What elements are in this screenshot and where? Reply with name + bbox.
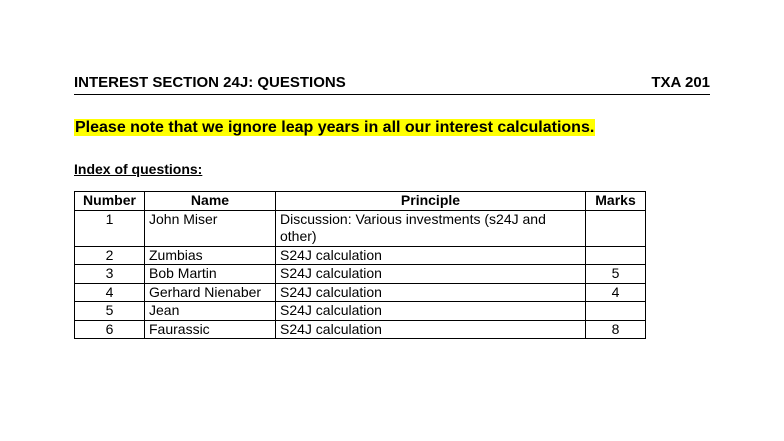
question-marks bbox=[586, 210, 646, 246]
question-principle: Discussion: Various investments (s24J and other) bbox=[276, 210, 586, 246]
table-row bbox=[75, 283, 646, 302]
table-row bbox=[75, 210, 646, 246]
table-row bbox=[75, 246, 646, 265]
question-name: Bob Martin bbox=[145, 265, 276, 284]
question-marks bbox=[586, 246, 646, 265]
question-principle: S24J calculation bbox=[276, 283, 586, 302]
table-row bbox=[75, 302, 646, 321]
column-header-principle: Principle bbox=[276, 192, 586, 211]
question-number: 1 bbox=[75, 210, 145, 246]
question-name: Gerhard Nienaber bbox=[145, 283, 276, 302]
question-name: Zumbias bbox=[145, 246, 276, 265]
column-header-name: Name bbox=[145, 192, 276, 211]
table-row bbox=[75, 320, 646, 339]
question-marks: 8 bbox=[586, 320, 646, 339]
column-header-number: Number bbox=[75, 192, 145, 211]
leap-year-notice bbox=[74, 117, 595, 139]
question-principle: S24J calculation bbox=[276, 320, 586, 339]
table-header-row bbox=[75, 192, 646, 211]
column-header-marks: Marks bbox=[586, 192, 646, 211]
index-heading: Index of questions: bbox=[74, 161, 203, 177]
highlighted-notice-text: Please note that we ignore leap years in all our interest calculations. bbox=[75, 119, 595, 136]
question-marks: 5 bbox=[586, 265, 646, 284]
question-principle: S24J calculation bbox=[276, 265, 586, 284]
question-number: 2 bbox=[75, 246, 145, 265]
document-header bbox=[74, 74, 710, 95]
question-marks: 4 bbox=[586, 283, 646, 302]
question-name: John Miser bbox=[145, 210, 276, 246]
question-number: 4 bbox=[75, 283, 145, 302]
questions-index-table bbox=[74, 191, 646, 339]
question-marks bbox=[586, 302, 646, 321]
question-name: Faurassic bbox=[145, 320, 276, 339]
question-number: 5 bbox=[75, 302, 145, 321]
question-number: 3 bbox=[75, 265, 145, 284]
document-title: INTEREST SECTION 24J: QUESTIONS bbox=[74, 74, 346, 91]
question-name: Jean bbox=[145, 302, 276, 321]
question-number: 6 bbox=[75, 320, 145, 339]
question-principle: S24J calculation bbox=[276, 246, 586, 265]
table-row bbox=[75, 265, 646, 284]
course-code: TXA 201 bbox=[651, 74, 710, 91]
question-principle: S24J calculation bbox=[276, 302, 586, 321]
